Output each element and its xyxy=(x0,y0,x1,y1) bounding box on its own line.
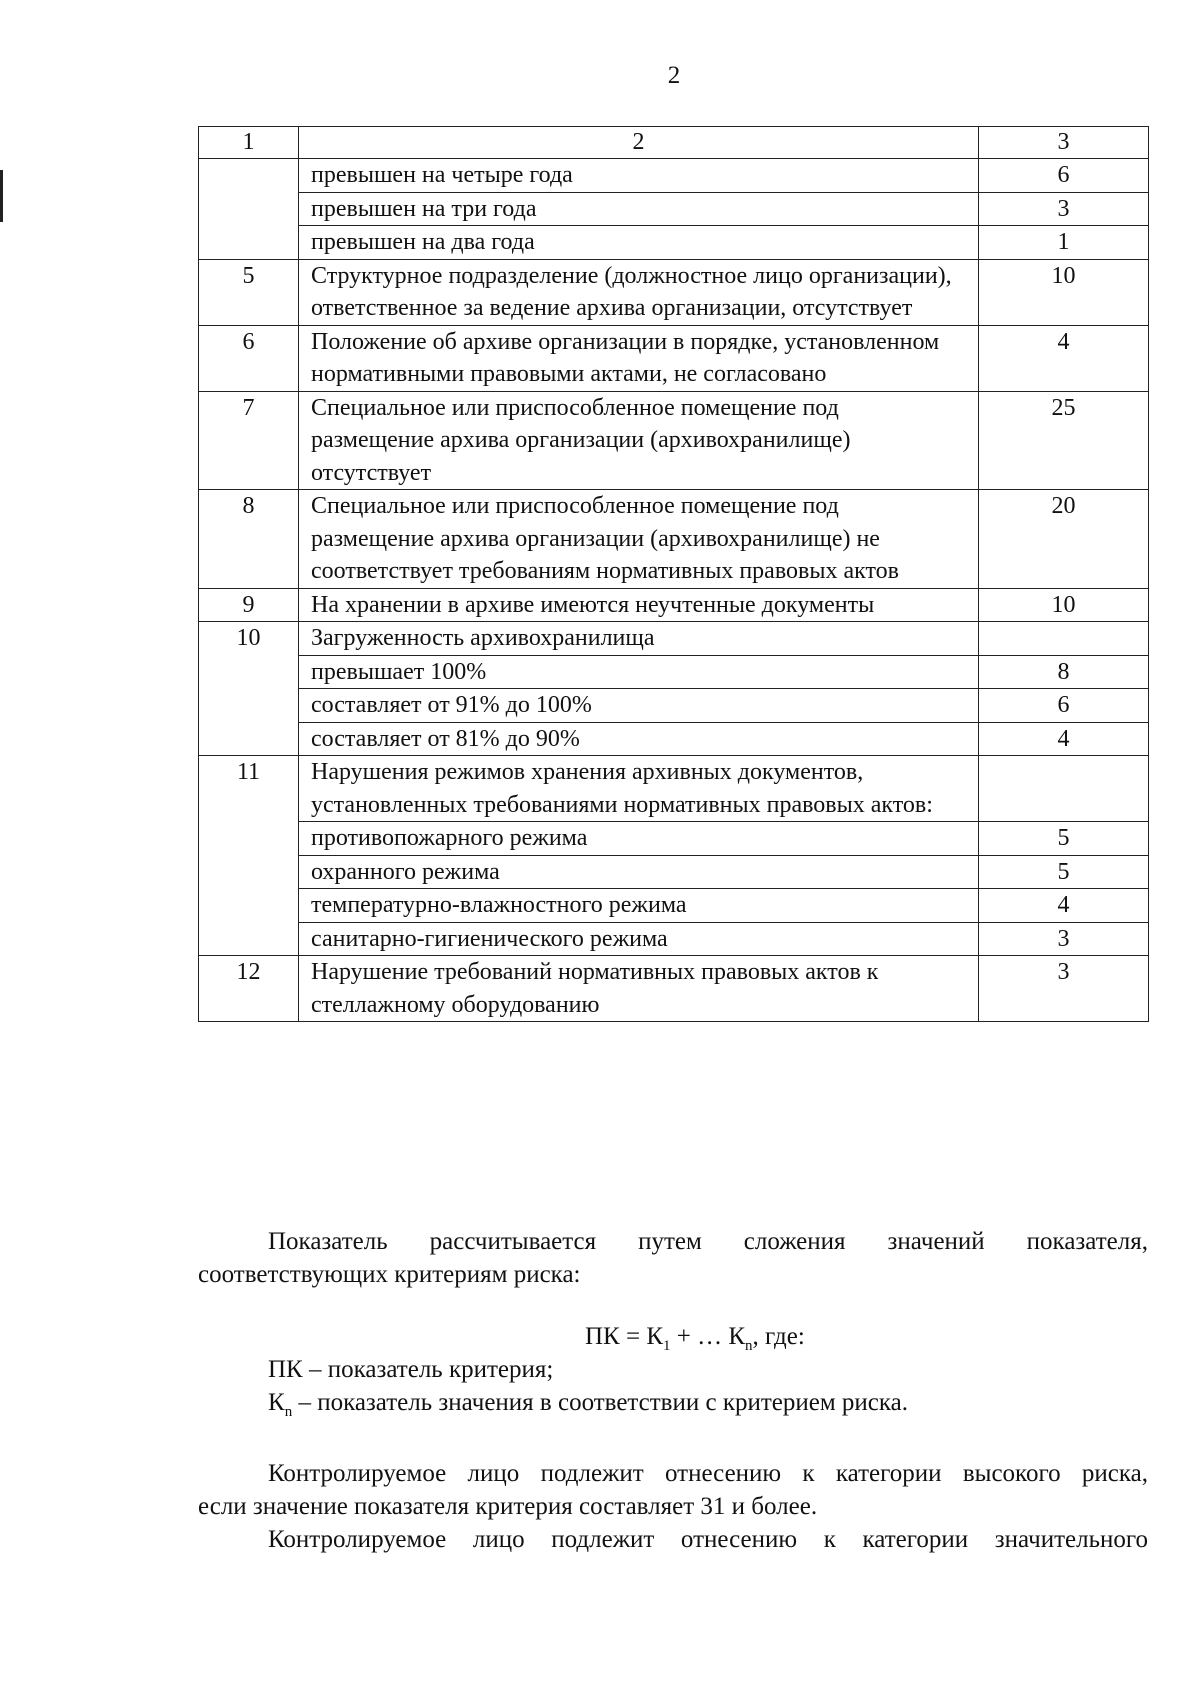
criterion-score: 3 xyxy=(979,956,1149,1022)
criterion-text: составляет от 91% до 100% xyxy=(299,689,979,723)
row-number xyxy=(199,159,299,260)
criterion-score: 5 xyxy=(979,822,1149,856)
table-row xyxy=(199,391,1149,490)
criterion-text: превышен на четыре года xyxy=(299,159,979,193)
criterion-text: Специальное или приспособленное помещение под размещение архива организации (архивохранилище) отсутствует xyxy=(299,391,979,490)
table-row xyxy=(199,689,1149,723)
scan-edge-mark xyxy=(0,170,3,222)
criterion-score: 3 xyxy=(979,922,1149,956)
table-row xyxy=(199,889,1149,923)
table-row xyxy=(199,325,1149,391)
formula xyxy=(585,1323,805,1355)
significant-risk-paragraph-line-1: Контролируемое лицо подлежит отнесению к категории значительного xyxy=(268,1526,1148,1553)
criterion-text: составляет от 81% до 90% xyxy=(299,722,979,756)
table-header-row xyxy=(199,127,1149,159)
criterion-text: превышает 100% xyxy=(299,655,979,689)
definition-kn-symbol: К xyxy=(268,1389,285,1416)
table-row xyxy=(199,259,1149,325)
criterion-score: 5 xyxy=(979,855,1149,889)
table-row xyxy=(199,756,1149,822)
column-header-1: 1 xyxy=(199,127,299,159)
calculation-paragraph-line-1: Показатель рассчитывается путем сложения значений показателя, xyxy=(268,1228,1148,1255)
criterion-score: 6 xyxy=(979,689,1149,723)
row-number: 9 xyxy=(199,588,299,622)
criterion-text: Структурное подразделение (должностное лицо организации), ответственное за ведение архива организации, отсутствует xyxy=(299,259,979,325)
row-number: 12 xyxy=(199,956,299,1022)
criterion-text: охранного режима xyxy=(299,855,979,889)
formula-tail: , где: xyxy=(752,1323,805,1350)
table-row xyxy=(199,588,1149,622)
criterion-text: Загруженность архивохранилища xyxy=(299,622,979,656)
row-number: 6 xyxy=(199,325,299,391)
table-row xyxy=(199,956,1149,1022)
criterion-score: 6 xyxy=(979,159,1149,193)
formula-subscript-1: 1 xyxy=(663,1338,671,1354)
definition-kn-text: – показатель значения в соответствии с критерием риска. xyxy=(298,1389,909,1416)
criterion-text: Специальное или приспособленное помещение под размещение архива организации (архивохранилище) не соответствует требованиям нормативных правовых актов xyxy=(299,490,979,589)
criterion-text: температурно-влажностного режима xyxy=(299,889,979,923)
formula-subscript-n: n xyxy=(745,1338,753,1354)
criterion-score: 10 xyxy=(979,588,1149,622)
page-number: 2 xyxy=(667,62,681,89)
criterion-score: 8 xyxy=(979,655,1149,689)
table-row xyxy=(199,192,1149,226)
criterion-text: На хранении в архиве имеются неучтенные документы xyxy=(299,588,979,622)
table-row xyxy=(199,226,1149,260)
formula-mid: + … К xyxy=(670,1323,746,1350)
row-number: 7 xyxy=(199,391,299,490)
table-row xyxy=(199,855,1149,889)
criterion-score xyxy=(979,622,1149,656)
table-row xyxy=(199,922,1149,956)
definition-kn xyxy=(268,1389,908,1421)
definition-kn-subscript: n xyxy=(284,1404,293,1420)
criterion-text: Нарушение требований нормативных правовых актов к стеллажному оборудованию xyxy=(299,956,979,1022)
criterion-score: 3 xyxy=(979,192,1149,226)
criterion-text: противопожарного режима xyxy=(299,822,979,856)
criterion-score xyxy=(979,756,1149,822)
table-row xyxy=(199,622,1149,656)
high-risk-paragraph-line-1: Контролируемое лицо подлежит отнесению к категории высокого риска, xyxy=(268,1460,1148,1487)
row-number: 8 xyxy=(199,490,299,589)
table-row xyxy=(199,722,1149,756)
risk-criteria-table xyxy=(198,126,1149,1022)
table-row xyxy=(199,822,1149,856)
table-row xyxy=(199,655,1149,689)
row-number: 5 xyxy=(199,259,299,325)
column-header-3: 3 xyxy=(979,127,1149,159)
criterion-score: 4 xyxy=(979,889,1149,923)
criterion-text: превышен на два года xyxy=(299,226,979,260)
criterion-score: 1 xyxy=(979,226,1149,260)
criterion-text: превышен на три года xyxy=(299,192,979,226)
table-row xyxy=(199,490,1149,589)
criterion-score: 10 xyxy=(979,259,1149,325)
column-header-2: 2 xyxy=(299,127,979,159)
table-row xyxy=(199,159,1149,193)
criterion-text: санитарно-гигиенического режима xyxy=(299,922,979,956)
row-number: 11 xyxy=(199,756,299,956)
definition-pk: ПК – показатель критерия; xyxy=(268,1356,554,1383)
criterion-score: 4 xyxy=(979,325,1149,391)
row-number: 10 xyxy=(199,622,299,756)
formula-lhs: ПК = К xyxy=(585,1323,664,1350)
criterion-score: 4 xyxy=(979,722,1149,756)
criterion-text: Положение об архиве организации в порядке, установленном нормативными правовыми актами, не согласовано xyxy=(299,325,979,391)
criterion-score: 25 xyxy=(979,391,1149,490)
calculation-paragraph-line-2: соответствующих критериям риска: xyxy=(198,1261,581,1288)
criterion-score: 20 xyxy=(979,490,1149,589)
criterion-text: Нарушения режимов хранения архивных документов, установленных требованиями нормативных правовых актов: xyxy=(299,756,979,822)
high-risk-paragraph-line-2: если значение показателя критерия составляет 31 и более. xyxy=(198,1493,818,1520)
